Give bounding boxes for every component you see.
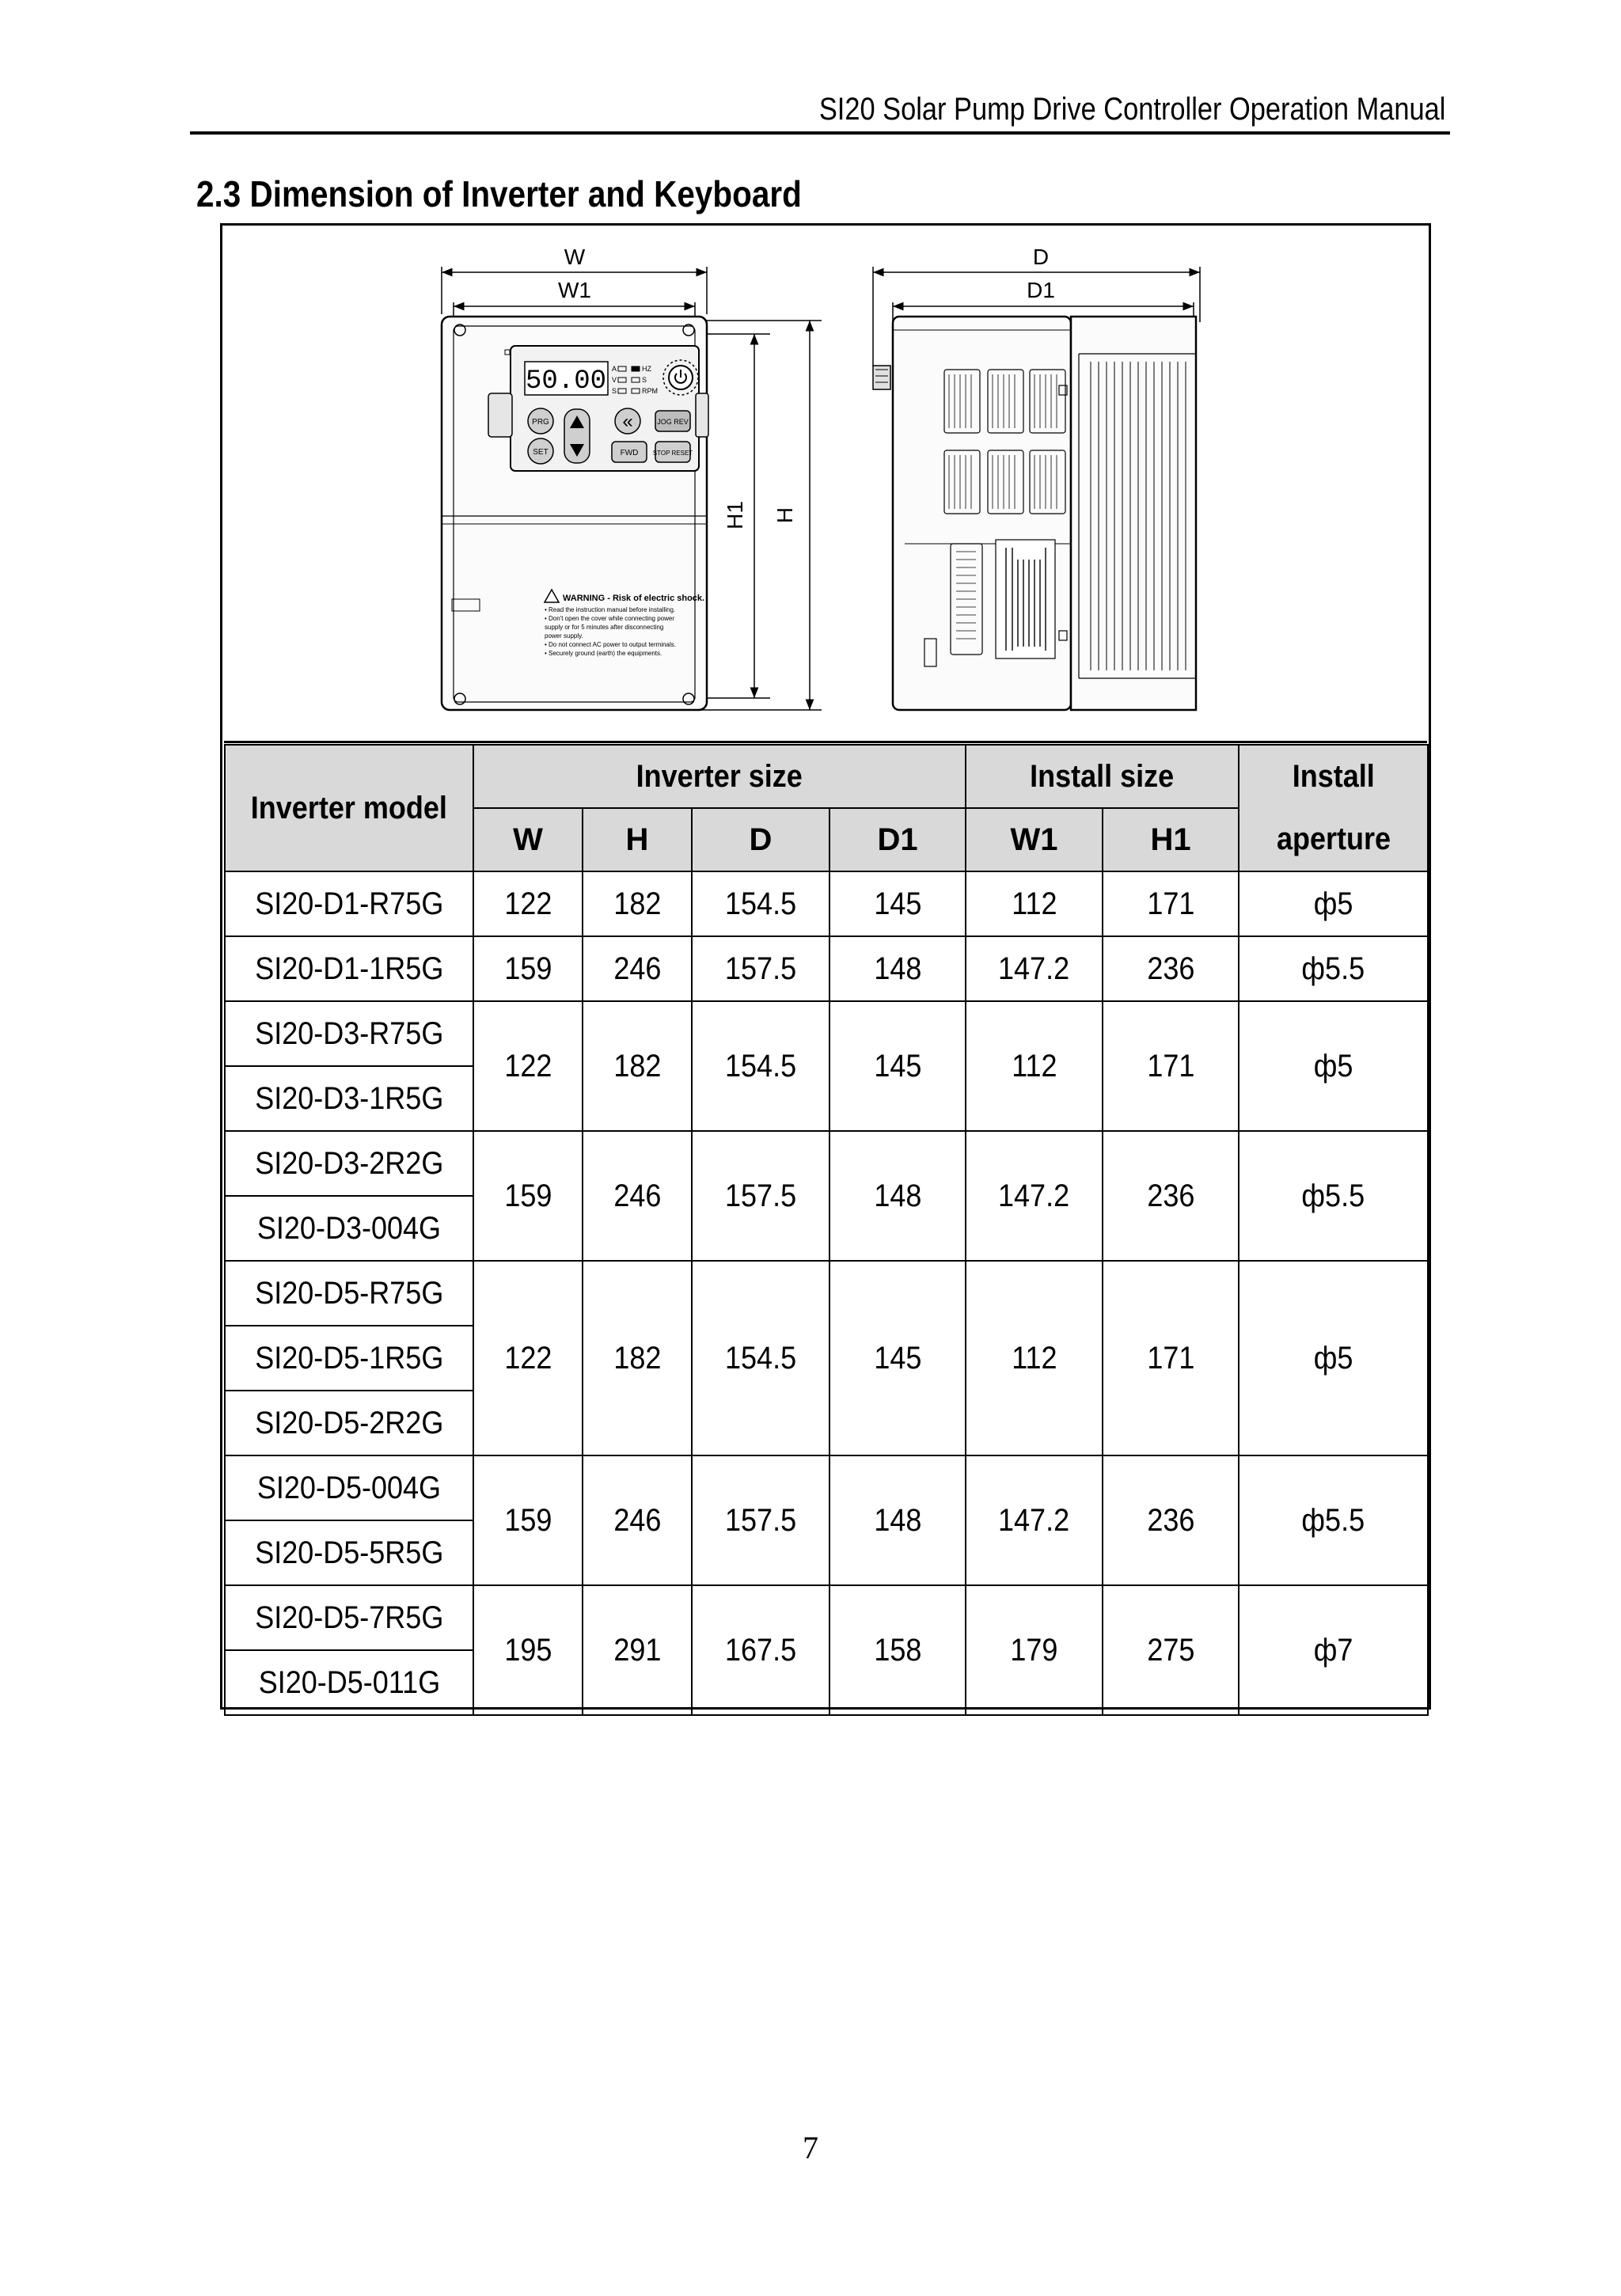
dim-label-h1: H1 (723, 501, 747, 529)
d-cell: 154.5 (692, 1001, 829, 1131)
table-row (225, 1585, 1428, 1650)
dimension-table (224, 744, 1429, 1716)
h1-cell: 171 (1103, 1001, 1239, 1131)
table-row (225, 871, 1428, 936)
d1-cell: 145 (829, 1001, 966, 1131)
indicator-label: S (612, 387, 617, 395)
header-h1: H1 (1103, 808, 1239, 871)
key-prg-label: PRG (532, 418, 549, 427)
aperture-cell: ф5.5 (1239, 1455, 1428, 1585)
model-cell: SI20-D1-R75G (225, 871, 473, 936)
indicator-label: V (612, 376, 617, 384)
model-cell: SI20-D3-2R2G (225, 1131, 473, 1196)
key-stop-label: STOP RESET (652, 450, 693, 457)
indicator-label: HZ (642, 365, 651, 373)
w1-cell: 147.2 (966, 1455, 1103, 1585)
model-cell: SI20-D5-R75G (225, 1261, 473, 1326)
d-cell: 167.5 (692, 1585, 829, 1715)
section-title: 2.3 Dimension of Inverter and Keyboard (196, 173, 802, 214)
indicator-label: A (612, 365, 617, 373)
keypad-display-reading: 50.00 (525, 366, 607, 397)
d1-cell: 158 (829, 1585, 966, 1715)
w-cell: 122 (473, 1261, 583, 1455)
running-header: SI20 Solar Pump Drive Controller Operation Manual (818, 92, 1445, 127)
key-set-label: SET (533, 448, 549, 457)
d1-cell: 148 (829, 1131, 966, 1261)
w-cell: 159 (473, 1455, 583, 1585)
w1-cell: 112 (966, 1001, 1103, 1131)
aperture-cell: ф5 (1239, 871, 1428, 936)
w-cell: 122 (473, 1001, 583, 1131)
h1-cell: 171 (1103, 1261, 1239, 1455)
header-install-size: Install size (966, 745, 1239, 808)
d-cell: 157.5 (692, 1455, 829, 1585)
w1-cell: 147.2 (966, 1131, 1103, 1261)
h1-cell: 236 (1103, 1131, 1239, 1261)
table-row (225, 1131, 1428, 1196)
header-w1: W1 (966, 808, 1103, 871)
w1-cell: 179 (966, 1585, 1103, 1715)
d-cell: 154.5 (692, 1261, 829, 1455)
w1-cell: 147.2 (966, 936, 1103, 1001)
w-cell: 195 (473, 1585, 583, 1715)
warning-line: • Read the instruction manual before installing. (545, 606, 676, 613)
d1-cell: 145 (829, 871, 966, 936)
w-cell: 122 (473, 871, 583, 936)
model-cell: SI20-D1-1R5G (225, 936, 473, 1001)
header-w: W (473, 808, 583, 871)
shift-key-icon: « (622, 411, 633, 432)
indicator-label: S (642, 376, 647, 384)
h-cell: 182 (583, 1261, 692, 1455)
d-cell: 157.5 (692, 936, 829, 1001)
h1-cell: 236 (1103, 936, 1239, 1001)
warning-line: • Do not connect AC power to output terminals. (545, 641, 676, 648)
warning-line: power supply. (545, 632, 583, 639)
dim-label-h: H (773, 507, 797, 524)
aperture-cell: ф5 (1239, 1261, 1428, 1455)
warning-line: • Don't open the cover while connecting power (545, 615, 674, 622)
indicator-label: RPM (642, 387, 658, 395)
header-h: H (583, 808, 692, 871)
dimension-diagram (224, 227, 1427, 743)
aperture-cell: ф5 (1239, 1001, 1428, 1131)
model-cell: SI20-D3-004G (225, 1196, 473, 1261)
header-install-aperture-line2: aperture (1239, 808, 1428, 871)
front-view-drawing (442, 317, 708, 710)
h-cell: 246 (583, 1455, 692, 1585)
header-rule (190, 131, 1450, 135)
h-cell: 182 (583, 1001, 692, 1131)
h-cell: 246 (583, 936, 692, 1001)
model-cell: SI20-D5-7R5G (225, 1585, 473, 1650)
dimension-table-body (225, 871, 1428, 1715)
aperture-cell: ф7 (1239, 1585, 1428, 1715)
table-row (225, 1001, 1428, 1066)
model-cell: SI20-D5-2R2G (225, 1391, 473, 1455)
aperture-cell: ф5.5 (1239, 936, 1428, 1001)
h1-cell: 236 (1103, 1455, 1239, 1585)
w1-cell: 112 (966, 871, 1103, 936)
table-row (225, 1261, 1428, 1326)
header-d: D (692, 808, 829, 871)
model-cell: SI20-D5-011G (225, 1650, 473, 1715)
model-cell: SI20-D3-R75G (225, 1001, 473, 1066)
model-cell: SI20-D3-1R5G (225, 1066, 473, 1131)
model-cell: SI20-D5-1R5G (225, 1326, 473, 1391)
d1-cell: 148 (829, 936, 966, 1001)
header-inverter-model: Inverter model (225, 745, 473, 871)
header-inverter-size: Inverter size (473, 745, 966, 808)
header-row (225, 745, 1428, 808)
model-cell: SI20-D5-5R5G (225, 1520, 473, 1585)
dimension-drawing (224, 227, 1427, 742)
header-install-aperture-line1: Install (1239, 745, 1428, 808)
dim-label-d: D (1032, 245, 1050, 269)
d1-cell: 145 (829, 1261, 966, 1455)
aperture-cell: ф5.5 (1239, 1131, 1428, 1261)
key-fwd-label: FWD (620, 449, 639, 457)
h-cell: 291 (583, 1585, 692, 1715)
d1-cell: 148 (829, 1455, 966, 1585)
warning-line: • Securely ground (earth) the equipments. (545, 650, 662, 657)
h1-cell: 275 (1103, 1585, 1239, 1715)
w1-cell: 112 (966, 1261, 1103, 1455)
warning-line: supply or for 5 minutes after disconnecting (545, 624, 664, 631)
model-cell: SI20-D5-004G (225, 1455, 473, 1520)
h-cell: 182 (583, 871, 692, 936)
w-cell: 159 (473, 1131, 583, 1261)
h-cell: 246 (583, 1131, 692, 1261)
key-jog-label: JOG REV (657, 418, 689, 426)
d-cell: 154.5 (692, 871, 829, 936)
dim-label-w1: W1 (558, 278, 591, 302)
table-row (225, 936, 1428, 1001)
w-cell: 159 (473, 936, 583, 1001)
side-view-drawing (873, 317, 1196, 710)
d-cell: 157.5 (692, 1131, 829, 1261)
table-row (225, 1455, 1428, 1520)
dim-label-d1: D1 (1027, 278, 1055, 302)
warning-title: WARNING - Risk of electric shock. (563, 594, 705, 603)
dim-label-w: W (564, 245, 586, 269)
header-d1: D1 (829, 808, 966, 871)
page-number: 7 (803, 2130, 818, 2165)
h1-cell: 171 (1103, 871, 1239, 936)
